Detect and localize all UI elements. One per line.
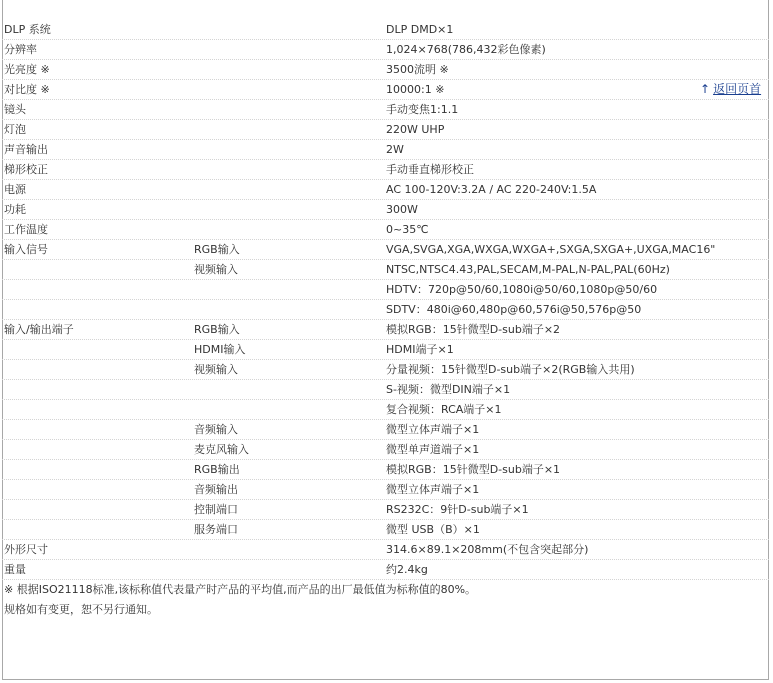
spec-subcategory: 服务端口 (194, 523, 238, 536)
spec-value: 手动变焦1:1.1 (386, 103, 459, 116)
spec-row (2, 180, 769, 200)
spec-row (2, 220, 769, 240)
spec-category: 功耗 (4, 203, 26, 216)
spec-subcategory: 视频输入 (194, 263, 238, 276)
spec-value: SDTV：480i@60,480p@60,576i@50,576p@50 (386, 303, 642, 316)
spec-row (2, 480, 769, 500)
spec-value: 2W (386, 143, 404, 156)
spec-row (2, 360, 769, 380)
spec-category: 电源 (4, 183, 26, 196)
spec-subcategory: 控制端口 (194, 503, 238, 516)
spec-category: 光亮度 ※ (4, 63, 50, 76)
spec-value: 3500流明 ※ (386, 63, 449, 76)
spec-category: 对比度 ※ (4, 83, 50, 96)
spec-value: 复合视频：RCA端子×1 (386, 403, 502, 416)
spec-value: 约2.4kg (386, 563, 428, 576)
spec-category: 分辨率 (4, 43, 37, 56)
spec-row (2, 20, 769, 40)
spec-category: 输入信号 (4, 243, 48, 256)
spec-category: 重量 (4, 563, 26, 576)
spec-category: DLP 系统 (4, 23, 51, 36)
spec-row (2, 200, 769, 220)
back-to-top-label: 返回页首 (713, 82, 762, 96)
back-to-top-link[interactable] (700, 80, 761, 99)
spec-row (2, 120, 769, 140)
spec-value: 分量视频：15针微型D-sub端子×2(RGB输入共用) (386, 363, 635, 376)
footnote: 规格如有变更，恕不另行通知。 (4, 603, 158, 616)
spec-value: 0~35℃ (386, 223, 429, 236)
spec-row (2, 560, 769, 580)
spec-value: 手动垂直梯形校正 (386, 163, 474, 176)
spec-table (2, 20, 769, 620)
spec-subcategory: 音频输出 (194, 483, 238, 496)
spec-subcategory: RGB输入 (194, 323, 240, 336)
spec-row (2, 80, 769, 100)
spec-value: VGA,SVGA,XGA,WXGA,WXGA+,SXGA,SXGA+,UXGA,MAC16" (386, 243, 716, 256)
spec-value: 10000:1 ※ (386, 83, 445, 96)
spec-row (2, 40, 769, 60)
spec-row (2, 540, 769, 560)
spec-value: S-视频：微型DIN端子×1 (386, 383, 511, 396)
spec-subcategory: RGB输入 (194, 243, 240, 256)
spec-category: 工作温度 (4, 223, 48, 236)
spec-value: 1,024×768(786,432彩色像素) (386, 43, 546, 56)
spec-row (2, 260, 769, 280)
spec-category: 外形尺寸 (4, 543, 48, 556)
spec-subcategory: HDMI输入 (194, 343, 246, 356)
spec-value: NTSC,NTSC4.43,PAL,SECAM,M-PAL,N-PAL,PAL(60Hz) (386, 263, 670, 276)
spec-category: 镜头 (4, 103, 26, 116)
spec-row (2, 300, 769, 320)
spec-value: 模拟RGB：15针微型D-sub端子×1 (386, 463, 561, 476)
spec-subcategory: RGB输出 (194, 463, 240, 476)
spec-row (2, 320, 769, 340)
spec-value: 微型单声道端子×1 (386, 443, 480, 456)
spec-row (2, 100, 769, 120)
spec-row (2, 460, 769, 480)
spec-row (2, 140, 769, 160)
spec-value: HDTV：720p@50/60,1080i@50/60,1080p@50/60 (386, 283, 658, 296)
spec-row (2, 420, 769, 440)
spec-value: 微型立体声端子×1 (386, 483, 480, 496)
spec-row (2, 340, 769, 360)
spec-subcategory: 视频输入 (194, 363, 238, 376)
footnote: ※ 根据ISO21118标准,该标称值代表量产时产品的平均值,而产品的出厂最低值为标称值的80%。 (4, 583, 477, 596)
spec-value: 模拟RGB：15针微型D-sub端子×2 (386, 323, 561, 336)
spec-value: RS232C：9针D-sub端子×1 (386, 503, 529, 516)
spec-row (2, 240, 769, 260)
spec-value: 314.6×89.1×208mm(不包含突起部分) (386, 543, 589, 556)
spec-category: 灯泡 (4, 123, 26, 136)
spec-category: 声音输出 (4, 143, 48, 156)
spec-value: 300W (386, 203, 418, 216)
spec-row (2, 440, 769, 460)
spec-value: DLP DMD×1 (386, 23, 454, 36)
spec-category: 输入/输出端子 (4, 323, 74, 336)
spec-subcategory: 麦克风输入 (194, 443, 249, 456)
spec-row (2, 500, 769, 520)
spec-value: 微型 USB（B）×1 (386, 523, 480, 536)
spec-row (2, 160, 769, 180)
spec-value: 微型立体声端子×1 (386, 423, 480, 436)
spec-category: 梯形校正 (4, 163, 48, 176)
spec-value: 220W UHP (386, 123, 445, 136)
spec-row (2, 400, 769, 420)
spec-subcategory: 音频输入 (194, 423, 238, 436)
spec-value: AC 100-120V:3.2A / AC 220-240V:1.5A (386, 183, 597, 196)
spec-row (2, 280, 769, 300)
spec-value: HDMI端子×1 (386, 343, 454, 356)
spec-row (2, 520, 769, 540)
arrow-up-icon: ↑ (700, 82, 711, 96)
spec-row (2, 380, 769, 400)
spec-row (2, 60, 769, 80)
